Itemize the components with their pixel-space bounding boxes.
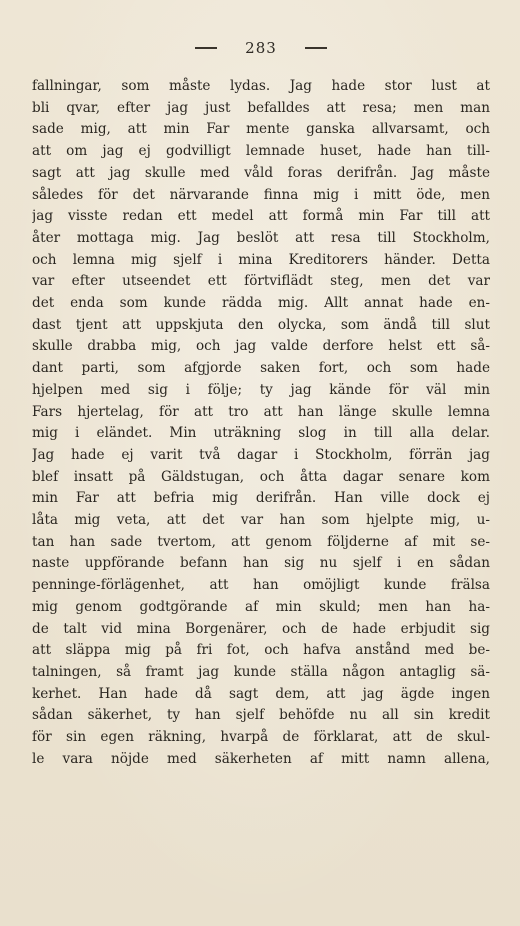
text-line: och lemna mig sjelf i mina Kreditorers händer. Detta <box>32 251 490 268</box>
text-line: penninge-förlägenhet, att han omöjligt kunde frälsa <box>32 577 490 594</box>
header-dash-left <box>195 47 217 49</box>
text-line: mig genom godtgörande af min skuld; men han ha- <box>32 598 490 615</box>
text-line: Fars hjertelag, för att tro att han länge skulle lemna <box>32 403 490 420</box>
text-line: min Far att befria mig derifrån. Han ville dock ej <box>32 490 490 507</box>
text-line: låta mig veta, att det var han som hjelpte mig, u- <box>32 512 490 529</box>
text-line: var efter utseendet ett förtviflädt steg, men det var <box>32 273 490 290</box>
text-line: kerhet. Han hade då sagt dem, att jag ägde ingen <box>32 685 490 702</box>
text-line: skulle drabba mig, och jag valde derfore helst ett så- <box>32 338 490 355</box>
text-line: åter mottaga mig. Jag beslöt att resa till Stockholm, <box>32 229 490 246</box>
text-line: hjelpen med sig i följe; ty jag kände för väl min <box>32 381 490 398</box>
text-line: att om jag ej godvilligt lemnade huset, hade han till- <box>32 143 490 160</box>
text-line: naste uppförande befann han sig nu sjelf i en sådan <box>32 555 490 572</box>
text-line: mig i eländet. Min uträkning slog in till alla delar. <box>32 425 490 442</box>
text-line: de talt vid mina Borgenärer, och de hade erbjudit sig <box>32 620 490 637</box>
text-line: tan han sade tvertom, att genom följderne af mit se- <box>32 533 490 550</box>
text-line: sådan säkerhet, ty han sjelf behöfde nu all sin kredit <box>32 707 490 724</box>
text-line: dant parti, som afgjorde saken fort, och som hade <box>32 360 490 377</box>
text-line: le vara nöjde med säkerheten af mitt namn allena, <box>32 750 490 767</box>
text-line: sade mig, att min Far mente ganska allvarsamt, och <box>32 121 490 138</box>
text-line: fallningar, som måste lydas. Jag hade stor lust at <box>32 78 490 94</box>
body-text <box>32 76 490 771</box>
text-line: att släppa mig på fri fot, och hafva anstånd med be- <box>32 642 490 659</box>
text-line: bli qvar, efter jag just befalldes att resa; men man <box>32 99 490 116</box>
text-line: för sin egen räkning, hvarpå de förklarat, att de skul- <box>32 729 490 746</box>
text-line: dast tjent att uppskjuta den olycka, som ändå till slut <box>32 316 490 333</box>
header-dash-right <box>305 47 327 49</box>
text-line: sagt att jag skulle med våld foras derifrån. Jag måste <box>32 164 490 181</box>
text-line: jag visste redan ett medel att formå min Far till att <box>32 208 490 225</box>
text-line: talningen, så framt jag kunde ställa någon antaglig sä- <box>32 663 490 680</box>
text-line: således för det närvarande finna mig i mitt öde, men <box>32 186 490 203</box>
text-line: blef insatt på Gäldstugan, och åtta dagar senare kom <box>32 468 490 485</box>
page-number: 283 <box>245 39 277 57</box>
text-line: det enda som kunde rädda mig. Allt annat hade en- <box>32 295 490 312</box>
page-header <box>32 38 490 58</box>
text-line: Jag hade ej varit två dagar i Stockholm, förrän jag <box>32 446 490 463</box>
